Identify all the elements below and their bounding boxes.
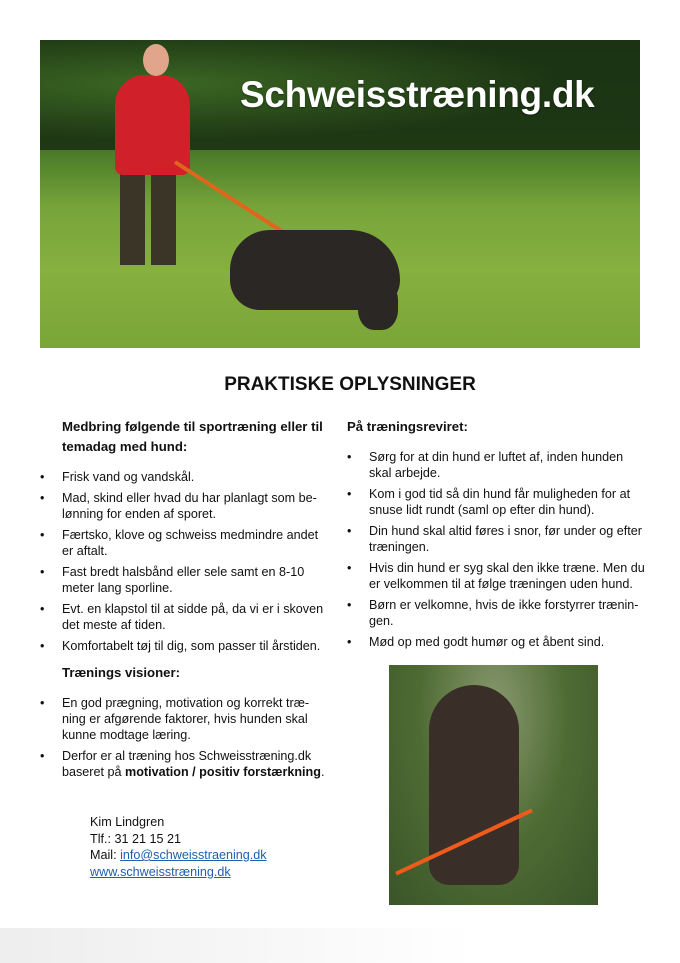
contact-block: [90, 814, 267, 880]
visions-section: [40, 663, 347, 785]
list-item: • Børn er velkomne, hvis de ikke forstyrrer trænin- gen.: [347, 598, 639, 628]
page-shadow: [0, 928, 680, 963]
field-heading: På træningsreviret:: [347, 419, 468, 434]
list-item: • Komfortabelt tøj til dig, som passer til årstiden.: [40, 639, 321, 653]
list-item: • Din hund skal altid føres i snor, før under og efter træningen.: [347, 524, 642, 554]
list-item: • Hvis din hund er syg skal den ikke træne. Men du er velkommen til at følge træningen uden hund.: [347, 561, 645, 591]
dog-photo: [389, 665, 598, 905]
list-item: • Evt. en klapstol til at sidde på, da vi er i skoven det meste af tiden.: [40, 602, 324, 632]
visions-heading: Trænings visioner:: [62, 665, 180, 680]
bring-section: [40, 417, 342, 659]
dog: [429, 685, 519, 885]
trainer: [115, 75, 190, 175]
list-item: • Frisk vand og vandskål.: [40, 470, 195, 484]
trainer-legs: [120, 170, 176, 265]
website-link[interactable]: www.schweisstræning.dk: [90, 864, 231, 879]
hero-photo: [40, 40, 640, 348]
email-link[interactable]: info@schweisstraening.dk: [120, 848, 267, 862]
list-item: • Færtsko, klove og schweiss medmindre andet er aftalt.: [40, 528, 319, 558]
brand-title: Schweisstræning.dk: [240, 74, 595, 115]
contact-phone: Tlf.: 31 21 15 21: [90, 831, 182, 846]
field-section: [347, 417, 647, 655]
list-item: • En god prægning, motivation og korrekt træ- ning er afgørende faktorer, hvis hunden skal kunne modtage læring.: [40, 696, 310, 742]
contact-name: Kim Lindgren: [90, 815, 165, 829]
list-item: • Fast bredt halsbånd eller sele samt en 8-10 meter lang sporline.: [40, 565, 305, 595]
list-item: • Mad, skind eller hvad du har planlagt som be- lønning for enden af sporet.: [40, 491, 317, 521]
dog-head: [358, 280, 398, 330]
list-item: • Sørg for at din hund er luftet af, inden hunden skal arbejde.: [347, 450, 624, 480]
bring-heading: Medbring følgende til sportræning eller til temadag med hund:: [62, 419, 323, 454]
list-item: • Derfor er al træning hos Schweisstræning.dk baseret på motivation / positiv forstærkning.: [40, 749, 325, 779]
list-item: • Mød op med godt humør og et åbent sind.: [347, 635, 605, 649]
mail-label: Mail:: [90, 848, 121, 862]
list-item: • Kom i god tid så din hund får muligheden for at snuse lidt rundt (saml op efter din hund).: [347, 487, 631, 517]
page-title: PRAKTISKE OPLYSNINGER: [224, 374, 476, 395]
trainer-head: [143, 44, 169, 76]
